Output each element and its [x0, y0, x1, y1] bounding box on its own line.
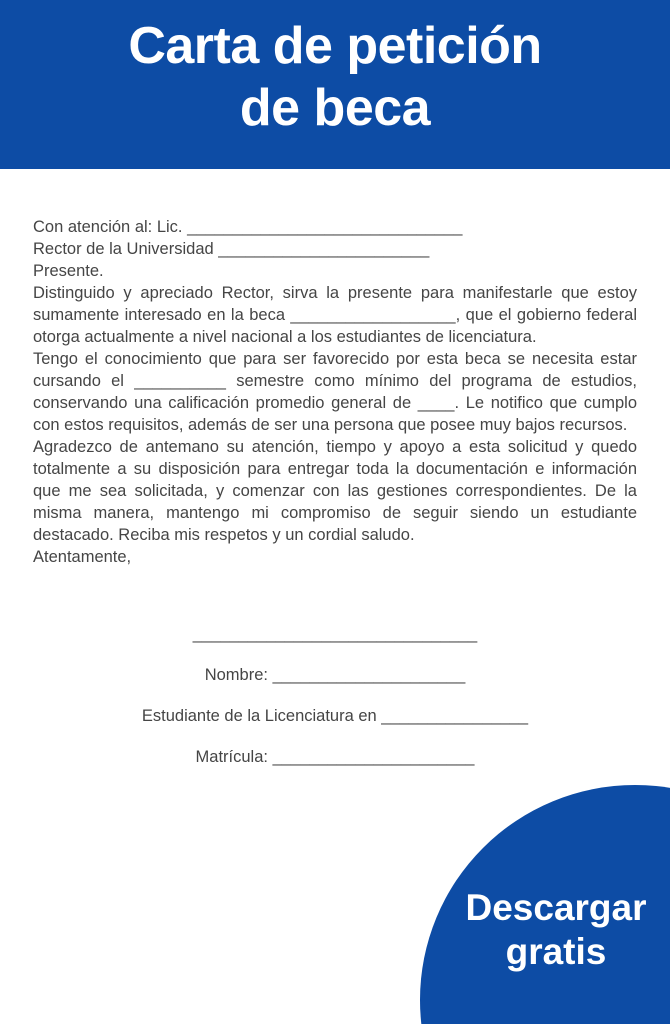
degree-blank-line: Estudiante de la Licenciatura en ________________ — [141, 707, 529, 725]
matricula-blank-line: Matrícula: ______________________ — [195, 748, 475, 766]
letter-paragraph-3: Agradezco de antemano su atención, tiempo y apoyo a esta solicitud y quedo totalmente a su disposición para entregar toda la documentación e información que me sea solicitada, y comenzar con las gestiones correspondientes. De la misma manera, mantengo mi compromiso de seguir siendo un estudiante destacado. Reciba mis respetos y un cordial saludo. — [33, 438, 637, 544]
page-title-line2: de beca — [239, 79, 431, 137]
download-free-label — [430, 886, 670, 974]
signature-block — [33, 623, 637, 768]
attention-line: Con atención al: Lic. ______________________________ — [33, 218, 463, 236]
rector-line: Rector de la Universidad _______________________ — [33, 240, 430, 258]
download-free-label-line1: Descargar — [465, 887, 647, 928]
page-title-line1: Carta de petición — [128, 17, 542, 75]
download-free-badge[interactable] — [420, 785, 670, 1024]
download-free-label-line2: gratis — [505, 931, 607, 972]
letter-paragraph-1: Distinguido y apreciado Rector, sirva la presente para manifestarle que estoy sumamente interesado en la beca __________________, que el gobierno federal otorga actualmente a nivel nacional a los estudiantes de licenciatura. — [33, 284, 637, 346]
letter-body — [0, 169, 670, 787]
page-header — [0, 0, 670, 169]
name-blank-line: Nombre: _____________________ — [204, 666, 466, 684]
page-title — [0, 0, 670, 139]
signature-rule: _______________________________ — [192, 625, 478, 643]
presente-line: Presente. — [33, 262, 104, 280]
closing-line: Atentamente, — [33, 548, 132, 566]
letter-paragraph-2: Tengo el conocimiento que para ser favorecido por esta beca se necesita estar cursando el __________ semestre como mínimo del programa de estudios, conservando una calificación promedio general de ____. Le notifico que cumplo con estos requisitos, además de ser una persona que posee muy bajos recursos. — [33, 350, 637, 434]
